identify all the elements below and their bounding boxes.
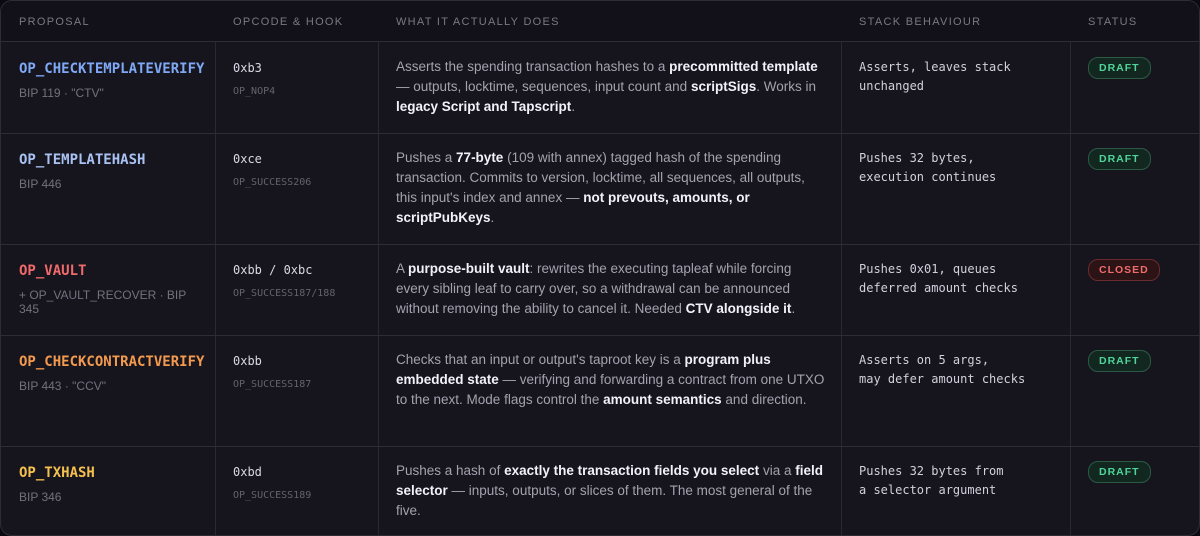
- description-text: Pushes a: [396, 150, 457, 165]
- proposal-bip: BIP 443 · "CCV": [19, 379, 106, 393]
- description: [396, 259, 828, 319]
- opcode-hook: OP_SUCCESS189: [233, 490, 312, 501]
- header-status: STATUS: [1088, 16, 1138, 28]
- stack-behaviour: Pushes 32 bytes from a selector argument: [859, 464, 1004, 497]
- description-emphasis: legacy Script and Tapscript: [396, 99, 572, 114]
- header-proposal: PROPOSAL: [19, 16, 90, 28]
- stack-behaviour: Asserts on 5 args, may defer amount checks: [859, 353, 1026, 386]
- description: [396, 148, 828, 228]
- proposal-bip: + OP_VAULT_RECOVER · BIP 345: [19, 288, 187, 316]
- description-emphasis: precommitted template: [669, 59, 818, 74]
- opcode-value: 0xbb / 0xbc: [233, 263, 313, 277]
- opcode-hook: OP_NOP4: [233, 86, 276, 97]
- description-emphasis: program plus embedded state: [396, 352, 771, 387]
- description-emphasis: 77-byte: [456, 150, 504, 165]
- description-text: Checks that an input or output's taproot key is a: [396, 352, 685, 367]
- table-row: [1, 446, 1199, 536]
- stack-behaviour: Asserts, leaves stack unchanged: [859, 60, 1011, 93]
- description-text: (109 with annex) tagged hash of the spending transaction. Commits to version, locktime, all sequences, all outputs, this input's index and annex —: [396, 150, 805, 205]
- proposal-name: OP_CHECKCONTRACTVERIFY: [19, 354, 205, 370]
- opcode-value: 0xb3: [233, 61, 262, 75]
- description-text: — outputs, locktime, sequences, input count and: [396, 79, 691, 94]
- proposal-bip: BIP 119 · "CTV": [19, 86, 104, 100]
- proposal-name: OP_TEMPLATEHASH: [19, 152, 146, 168]
- description-text: .: [571, 99, 576, 114]
- description-emphasis: scriptSigs: [690, 79, 757, 94]
- description-text: Pushes a hash of: [396, 463, 505, 478]
- description-text: Asserts the spending transaction hashes to a: [396, 59, 670, 74]
- table-row: [1, 335, 1199, 447]
- description: [396, 350, 828, 410]
- description-text: A: [396, 261, 409, 276]
- proposal-name: OP_VAULT: [19, 263, 87, 279]
- opcode-hook: OP_SUCCESS187: [233, 379, 312, 390]
- opcode-value: 0xce: [233, 152, 262, 166]
- description: [396, 461, 828, 521]
- description-text: — verifying and forwarding a contract from one UTXO to the next. Mode flags control the: [396, 372, 825, 407]
- description-emphasis: field selector: [396, 463, 823, 498]
- table-header: [1, 1, 1199, 42]
- opcode-hook: OP_SUCCESS187/188: [233, 288, 336, 299]
- proposal-bip: BIP 346: [19, 490, 62, 504]
- description-emphasis: not prevouts, amounts, or scriptPubKeys: [396, 190, 750, 225]
- table-row: [1, 133, 1199, 245]
- header-what-it-does: WHAT IT ACTUALLY DOES: [396, 16, 560, 28]
- stack-behaviour: Pushes 32 bytes, execution continues: [859, 151, 997, 184]
- table-row: [1, 244, 1199, 336]
- stack-behaviour: Pushes 0x01, queues deferred amount checks: [859, 262, 1018, 295]
- status-badge: CLOSED: [1088, 259, 1160, 281]
- description-text: . Works in: [756, 79, 816, 94]
- description: [396, 57, 828, 117]
- description-emphasis: amount semantics: [603, 392, 722, 407]
- description-emphasis: CTV alongside it: [685, 301, 792, 316]
- description-emphasis: exactly the transaction fields you select: [504, 463, 760, 478]
- proposal-name: OP_TXHASH: [19, 465, 95, 481]
- status-badge: DRAFT: [1088, 57, 1151, 79]
- description-text: .: [490, 210, 495, 225]
- description-text: — inputs, outputs, or slices of them. The most general of the five.: [396, 483, 813, 518]
- header-opcode-hook: OPCODE & HOOK: [233, 16, 344, 28]
- opcode-hook: OP_SUCCESS206: [233, 177, 312, 188]
- description-text: .: [791, 301, 796, 316]
- description-text: and direction.: [721, 392, 807, 407]
- table-row: [1, 42, 1199, 134]
- description-emphasis: purpose-built vault: [408, 261, 530, 276]
- opcode-value: 0xbd: [233, 465, 262, 479]
- proposal-bip: BIP 446: [19, 177, 62, 191]
- description-text: via a: [759, 463, 796, 478]
- status-badge: DRAFT: [1088, 148, 1151, 170]
- status-badge: DRAFT: [1088, 350, 1151, 372]
- header-stack-behaviour: STACK BEHAVIOUR: [859, 16, 982, 28]
- status-badge: DRAFT: [1088, 461, 1151, 483]
- description-text: : rewrites the executing tapleaf while forcing every sibling leaf to carry over, so a withdrawal can be announced without removing the ability to cancel it. Needed: [396, 261, 792, 316]
- proposal-name: OP_CHECKTEMPLATEVERIFY: [19, 61, 205, 77]
- opcode-value: 0xbb: [233, 354, 262, 368]
